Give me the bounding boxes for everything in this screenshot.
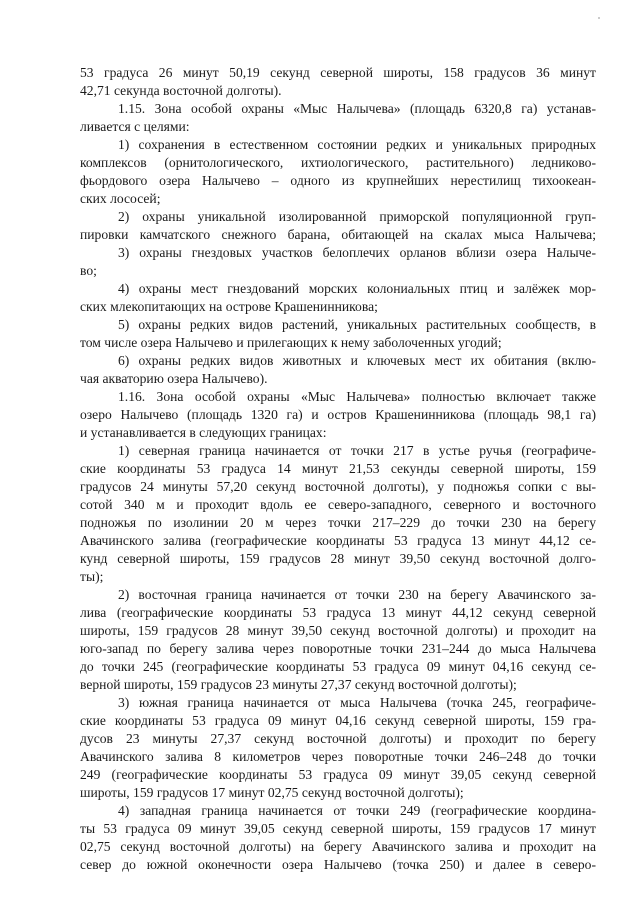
text-line: широты, 159 градусов 17 минут 02,75 секунд восточной долготы); bbox=[80, 785, 464, 800]
text-line: градусов 24 минуты 57,20 секунд восточной долготы), у подножья сопки с вы- bbox=[80, 479, 596, 494]
text-line: ских млекопитающих на острове Крашенинникова; bbox=[80, 299, 378, 314]
text-line: сотой 340 м и проходит вдоль ее северо-западного, северного и восточного bbox=[80, 497, 596, 512]
text-line: 249 (географические координаты 53 градуса 09 минут 39,05 секунд северной bbox=[80, 767, 596, 782]
text-line: том числе озера Налычево и прилегающих к нему заболоченных угодий; bbox=[80, 335, 502, 350]
text-line: ских лососей; bbox=[80, 191, 161, 206]
text-line: чая акваторию озера Налычево). bbox=[80, 371, 268, 386]
text-line: кунд северной широты, 159 градусов 28 минут 39,50 секунд восточной долго- bbox=[80, 551, 596, 566]
text-line: озеро Налычево (площадь 1320 га) и остров Крашенинникова (площадь 98,1 га) bbox=[80, 407, 596, 422]
text-line: 1) сохранения в естественном состоянии редких и уникальных природных bbox=[118, 137, 596, 152]
text-line: 5) охраны редких видов растений, уникальных растительных сообществ, в bbox=[118, 317, 596, 332]
text-line: 1.16. Зона особой охраны «Мыс Налычева» полностью включает также bbox=[118, 389, 596, 404]
text-line: Авачинского залива (географические координаты 53 градуса 13 минут 44,12 се- bbox=[80, 533, 596, 548]
text-line: фьордового озера Налычево – одного из крупнейших нерестилищ тихоокеан- bbox=[80, 173, 596, 188]
text-line: ты); bbox=[80, 569, 104, 584]
text-line: 02,75 секунд восточной долготы) на берегу Авачинского залива и проходит на bbox=[80, 839, 596, 854]
text-line: 1.15. Зона особой охраны «Мыс Налычева» (площадь 6320,8 га) устанав- bbox=[118, 101, 596, 116]
text-line: верной широты, 159 градусов 23 минуты 27,37 секунд восточной долготы); bbox=[80, 677, 517, 692]
text-line: 1) северная граница начинается от точки 217 в устье ручья (географиче- bbox=[118, 443, 596, 458]
text-line: 53 градуса 26 минут 50,19 секунд северной широты, 158 градусов 36 минут bbox=[80, 65, 596, 80]
text-line: 42,71 секунда восточной долготы). bbox=[80, 83, 282, 98]
text-line: во; bbox=[80, 263, 97, 278]
text-line: лива (географические координаты 53 градуса 13 минут 44,12 секунд северной bbox=[80, 605, 596, 620]
text-line: север до южной оконечности озера Налычево (точка 250) и далее в северо- bbox=[80, 857, 596, 872]
text-line: пировки камчатского снежного барана, обитающей на скалах мыса Налычева; bbox=[80, 227, 596, 242]
text-line: подножья по изолинии 20 м через точки 217–229 до точки 230 на берегу bbox=[80, 515, 596, 530]
text-line: 3) южная граница начинается от мыса Налычева (точка 245, географиче- bbox=[118, 695, 596, 710]
text-line: ские координаты 53 градуса 14 минут 21,53 секунды северной широты, 159 bbox=[80, 461, 596, 476]
text-line: ты 53 градуса 09 минут 39,05 секунд северной широты, 159 градусов 17 минут bbox=[80, 821, 596, 836]
text-line: 6) охраны редких видов животных и ключевых мест их обитания (вклю- bbox=[118, 353, 596, 368]
text-line: дусов 23 минуты 27,37 секунд восточной долготы) и проходит по берегу bbox=[80, 731, 596, 746]
scan-speck bbox=[598, 17, 600, 19]
text-line: 4) охраны мест гнездований морских колониальных птиц и залёжек мор- bbox=[118, 281, 596, 296]
text-line: 2) охраны уникальной изолированной приморской популяционной груп- bbox=[118, 209, 596, 224]
text-line: ские координаты 53 градуса 09 минут 04,16 секунд северной широты, 159 гра- bbox=[80, 713, 596, 728]
text-line: юго-запад по берегу залива через поворотные точки 231–244 до мыса Налычева bbox=[80, 641, 596, 656]
text-line: до точки 245 (географические координаты 53 градуса 09 минут 04,16 секунд се- bbox=[80, 659, 596, 674]
text-line: и устанавливается в следующих границах: bbox=[80, 425, 327, 440]
text-line: 4) западная граница начинается от точки 249 (географические координа- bbox=[118, 803, 596, 818]
text-line: комплексов (орнитологического, ихтиологического, растительного) ледниково- bbox=[80, 155, 596, 170]
text-line: Авачинского залива 8 километров через поворотные точки 246–248 до точки bbox=[80, 749, 596, 764]
text-line: широты, 159 градусов 28 минут 39,50 секунд восточной долготы) и проходит на bbox=[80, 623, 596, 638]
text-line: 2) восточная граница начинается от точки 230 на берегу Авачинского за- bbox=[118, 587, 596, 602]
text-line: 3) охраны гнездовых участков белоплечих орланов вблизи озера Налыче- bbox=[118, 245, 596, 260]
text-line: ливается с целями: bbox=[80, 119, 190, 134]
